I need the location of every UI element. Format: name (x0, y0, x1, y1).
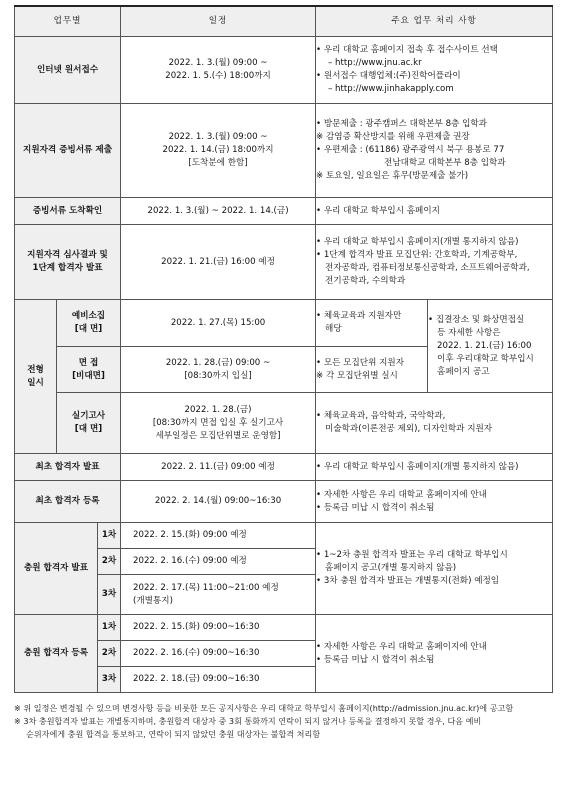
extra-tasks: • 1~2차 충원 합격자 발표는 우리 대학교 학부입시 홈페이지 공고(개별 통지하지 않음) • 3차 충원 합격자 발표는 개별통지(전화) 예정임 (316, 523, 553, 615)
footnote-2: ※ 3차 충원합격자 발표는 개별통지하며, 충원합격 대상자 중 3회 통화까지 연락이 되지 않거나 등록을 결정하지 못할 경우, 다음 예비 (14, 716, 482, 726)
row-extrareg-1 (15, 615, 553, 641)
round-label: 1차 (98, 615, 121, 641)
row-schedule: 2022. 1. 28.(금) [08:30까지 면접 입실 후 실기고사 세부일정은 모집단위별로 운영함] (121, 393, 316, 454)
row-tasks: • 우리 대학교 학부입시 홈페이지(개별 통지하지 않음) • 1단계 합격자 발표 모집단위: 간호학과, 기계공학부, 전자공학과, 컴퓨터정보통신공학과, 소프트웨어공학과, 전기공학과, 수의학과 (316, 225, 553, 300)
row-schedule: 2022. 2. 15.(화) 09:00 예정 (121, 523, 316, 549)
row-final (15, 454, 553, 481)
row-finalreg (15, 481, 553, 523)
row-tasks: • 우리 대학교 홈페이지 접속 후 접수사이트 선택 – http://www.jnu.ac.kr • 원서접수 대행업체:(주)진학어플라이 – http://www.jinhakapply.com (316, 37, 553, 104)
exam-interview-label: 면 접 [비대면] (57, 347, 121, 393)
row-schedule: 2022. 2. 16.(수) 09:00 예정 (121, 549, 316, 575)
row-extra-1 (15, 523, 553, 549)
row-tasks: • 방문제출 : 광주캠퍼스 대학본부 8층 입학과 ※ 감염증 확산방지를 위해 우편제출 권장 • 우편제출 : (61186) 광주광역시 북구 용봉로 77 전남대학교 대학본부 8층 입학과 ※ 토요일, 일요일은 휴무(방문제출 불가) (316, 104, 553, 198)
row-docs (15, 104, 553, 198)
row-label: 최초 합격자 등록 (15, 481, 121, 523)
row-tasks: • 체육교육과 지원자만 해당 (316, 300, 428, 347)
row-schedule: 2022. 2. 14.(월) 09:00~16:30 (121, 481, 316, 523)
row-schedule: 2022. 2. 15.(화) 09:00~16:30 (121, 615, 316, 641)
round-label: 1차 (98, 523, 121, 549)
row-exam-practical (15, 393, 553, 454)
header-row (15, 6, 553, 37)
row-label: 지원자격 증빙서류 제출 (15, 104, 121, 198)
exam-practical-label: 실기고사 [대 면] (57, 393, 121, 454)
row-schedule: 2022. 2. 17.(목) 11:00~21:00 예정 (개별통지) (121, 575, 316, 615)
round-label: 2차 (98, 641, 121, 667)
row-label: 증빙서류 도착확인 (15, 198, 121, 225)
row-schedule: 2022. 1. 3.(월) 09:00 ~ 2022. 1. 14.(금) 18:00까지 [도착분에 한함] (121, 104, 316, 198)
row-schedule: 2022. 2. 18.(금) 09:00~16:30 (121, 667, 316, 693)
extrareg-label: 충원 합격자 등록 (15, 615, 98, 693)
row-schedule: 2022. 2. 11.(금) 09:00 예정 (121, 454, 316, 481)
link-jnu[interactable]: – http://www.jnu.ac.kr (328, 58, 422, 68)
row-tasks: • 자세한 사항은 우리 대학교 홈페이지에 안내 • 등록금 미납 시 합격이 취소됨 (316, 481, 553, 523)
row-schedule: 2022. 2. 16.(수) 09:00~16:30 (121, 641, 316, 667)
footnotes (14, 702, 552, 741)
exam-prep-label: 예비소집 [대 면] (57, 300, 121, 347)
header-schedule: 일정 (121, 6, 316, 37)
header-category: 업무별 (15, 6, 121, 37)
round-label: 2차 (98, 549, 121, 575)
row-label: 인터넷 원서접수 (15, 37, 121, 104)
schedule-table (14, 5, 553, 693)
row-schedule: 2022. 1. 3.(월) 09:00 ~ 2022. 1. 5.(수) 18:00까지 (121, 37, 316, 104)
round-label: 3차 (98, 575, 121, 615)
exam-shared-notice: • 집결장소 및 화상면접실 등 자세한 사항은 2022. 1. 21.(금) 16:00 이후 우리대학교 학부입시 홈페이지 공고 (428, 300, 553, 393)
row-schedule: 2022. 1. 28.(금) 09:00 ~ [08:30까지 입실] (121, 347, 316, 393)
row-label: 지원자격 심사결과 및 1단계 합격자 발표 (15, 225, 121, 300)
footnote-1: ※ 위 일정은 변경될 수 있으며 변경사항 등을 비롯한 모든 공지사항은 우리 대학교 학부입시 홈페이지(http://admission.jnu.ac.kr)에 공고함 (14, 703, 514, 713)
extrareg-tasks: • 자세한 사항은 우리 대학교 홈페이지에 안내 • 등록금 미납 시 합격이 취소됨 (316, 615, 553, 693)
row-tasks: • 체육교육과, 음악학과, 국악학과, 미술학과(이론전공 제외), 디자인학과 지원자 (316, 393, 553, 454)
extra-label: 충원 합격자 발표 (15, 523, 98, 615)
footnote-2-cont: 순위자에게 충원 합격을 통보하고, 연락이 되지 않았던 충원 대상자는 불합격 처리함 (26, 729, 321, 739)
round-label: 3차 (98, 667, 121, 693)
schedule-document (14, 5, 552, 741)
row-stage1 (15, 225, 553, 300)
row-internet (15, 37, 553, 104)
row-schedule: 2022. 1. 27.(목) 15:00 (121, 300, 316, 347)
row-label: 최초 합격자 발표 (15, 454, 121, 481)
row-tasks: • 우리 대학교 학부입시 홈페이지 (316, 198, 553, 225)
row-schedule: 2022. 1. 3.(월) ~ 2022. 1. 14.(금) (121, 198, 316, 225)
row-arrival (15, 198, 553, 225)
row-schedule: 2022. 1. 21.(금) 16:00 예정 (121, 225, 316, 300)
header-tasks: 주요 업무 처리 사항 (316, 6, 553, 37)
row-exam-prep (15, 300, 553, 347)
row-tasks: • 모든 모집단위 지원자 ※ 각 모집단위별 실시 (316, 347, 428, 393)
link-jinhakapply[interactable]: – http://www.jinhakapply.com (328, 84, 454, 94)
exam-label: 전형 일시 (15, 300, 57, 454)
row-tasks: • 우리 대학교 학부입시 홈페이지(개별 통지하지 않음) (316, 454, 553, 481)
